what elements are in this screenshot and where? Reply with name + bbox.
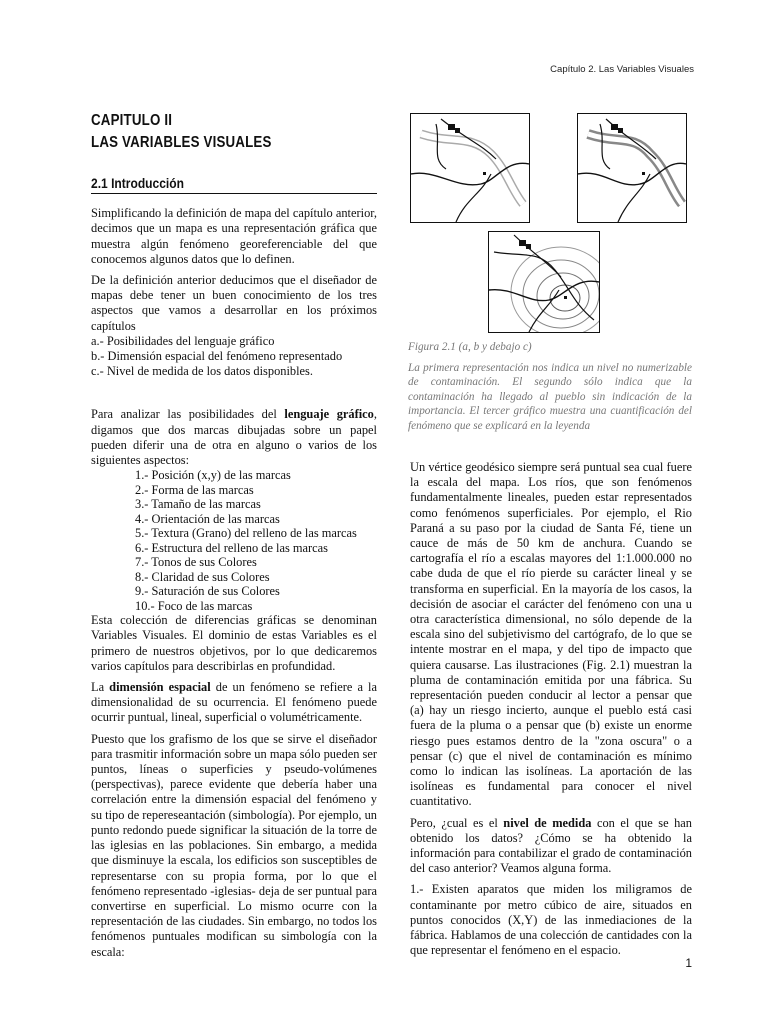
- paragraph: Pero, ¿cual es el nivel de medida con el que se han obtenido los datos? ¿Cómo se ha obtenido la información para contabilizar el grado de contaminación del caso anterior? Veamos alguna forma.: [410, 815, 692, 876]
- visual-variables-list: [91, 468, 377, 613]
- map-figure-c: [488, 231, 600, 333]
- left-column: [91, 110, 377, 966]
- list-item: 3.- Tamaño de las marcas: [135, 497, 261, 512]
- paragraph: De la definición anterior deducimos que el diseñador de mapas debe tener un buen conocimiento de los tres aspectos que vamos a desarrollar en los próximos capítulos: [91, 273, 377, 333]
- list-item: 5.- Textura (Grano) del relleno de las marcas: [135, 526, 357, 541]
- paragraph: Simplificando la definición de mapa del capítulo anterior, decimos que un mapa es una representación gráfica que muestra algún fenómeno georeferenciable del que conocemos algunos datos que lo definen.: [91, 206, 377, 266]
- figure-2-1: [406, 110, 692, 340]
- chapter-title: [91, 110, 337, 154]
- list-item: 8.- Claridad de sus Colores: [135, 569, 270, 584]
- paragraph: Esta colección de diferencias gráficas se denominan Variables Visuales. El dominio de estas Variables es el primero de nuestros objetivos, por lo que dedicaremos varios capítulos para describirlas en profundidad.: [91, 613, 377, 673]
- aspects-list: [91, 334, 377, 380]
- list-item: 6.- Estructura del relleno de las marcas: [135, 540, 329, 555]
- paragraph: Para analizar las posibilidades del lenguaje gráfico, digamos que dos marcas dibujadas sobre un papel pueden diferir una de otra en alguno o varios de los siguientes aspectos:: [91, 407, 377, 468]
- list-item: 7.- Tonos de sus Colores: [135, 555, 257, 570]
- map-figure-b: [577, 113, 687, 223]
- chapter-number: CAPITULO II: [91, 112, 173, 129]
- right-column: [410, 460, 692, 965]
- paragraph: Puesto que los grafismo de los que se sirve el diseñador para trasmitir información sobre un mapa sólo pueden ser puntos, líneas o superficies y pseudo-volúmenes (perspectivas), parece evidente que debería haber una correlación entre la dimensión espacial del fenómeno y su tipo de repereseantación (simbología). Por ejemplo, un punto redondo puede significar la situación de la torre de las iglesias en las poblaciones. Sin embargo, a medida que disminuye la escala, los edificios son susceptibles de representarse con su propia forma, por lo que el fenómeno representado -iglesias- deja de ser puntual para convertirse en superficial. Lo mismo ocurre con la representación de las ciudades. Sin embargo, no todos los fenómenos puntuales modifican su simbología con la escala:: [91, 731, 377, 959]
- section-heading: 2.1 Introducción: [91, 176, 377, 194]
- figure-caption-text: La primera representación nos indica un nivel no numerizable de contaminación. El segundo sólo indica que la contaminación ha llegado al pueblo sin indicación de la importancia. El tercer gráfico muestra una cuantificación del fenómeno que se explicará en la leyenda: [408, 361, 692, 432]
- list-item: c.- Nivel de medida de los datos disponibles.: [91, 364, 313, 379]
- figure-caption: [408, 340, 692, 433]
- list-item: b.- Dimensión espacial del fenómeno representado: [91, 349, 343, 364]
- list-item: a.- Posibilidades del lenguaje gráfico: [91, 333, 275, 348]
- chapter-name: LAS VARIABLES VISUALES: [91, 134, 272, 151]
- page-number: 1: [685, 956, 692, 970]
- list-item: 1.- Posición (x,y) de las marcas: [135, 468, 291, 483]
- list-item: 2.- Forma de las marcas: [135, 482, 254, 497]
- paragraph: La dimensión espacial de un fenómeno se refiere a la dimensionalidad de su ocurrencia. El fenómeno puede ocurrir puntual, lineal, superficial o volumétricamente.: [91, 680, 378, 725]
- paragraph: Un vértice geodésico siempre será puntual sea cual fuere la escala del mapa. Los ríos, que son fenómenos fundamentalmente lineales, pueden estar representados como fenómenos superficiales. Por ejemplo, el Rio Paraná a su paso por la ciudad de Santa Fé, tiene un cauce de más de 50 km de anchura. Cuando se cartografía el río a escalas mayores del 1:1.000.000 no cabe duda de que el río pierde su carácter lineal y se transforma en superficial. En la mayoría de los casos, la decisión de asociar el carácter del fenómeno con una u otra característica dimensional, no sólo depende de la escala sino del subjetivismo del cartógrafo, de lo que se intente mostrar en el mapa, y del tipo de impacto que quiera causarse. Las ilustraciones (Fig. 2.1) muestran la pluma de contaminación emitida por una fábrica. Su representación pueden conducir al lector a pensar que (a) hay un riesgo incierto, aunque el pueblo está casi fuera de la pluma o a pensar que (b) existe un enorme riesgo pues estamos dentro de la "zona oscura" o a pensar (c) que el nivel de contaminación es mínimo como lo indican las isolíneas. La aportación de las isolíneas es fundamental para conocer el nivel cuantitativo.: [410, 460, 692, 809]
- running-header: Capítulo 2. Las Variables Visuales: [550, 64, 694, 75]
- list-item: 10.- Foco de las marcas: [135, 598, 253, 613]
- list-item: 9.- Saturación de sus Colores: [135, 584, 280, 599]
- figure-title: Figura 2.1 (a, b y debajo c): [408, 341, 532, 353]
- map-figure-a: [410, 113, 530, 223]
- paragraph: 1.- Existen aparatos que miden los miligramos de contaminante por metro cúbico de aire, situados en puntos conocidos (X,Y) de las inmediaciones de la fábrica. Hablamos de una colección de cantidades con la que representar el fenómeno en el espacio.: [410, 882, 692, 958]
- list-item: 4.- Orientación de las marcas: [135, 511, 280, 526]
